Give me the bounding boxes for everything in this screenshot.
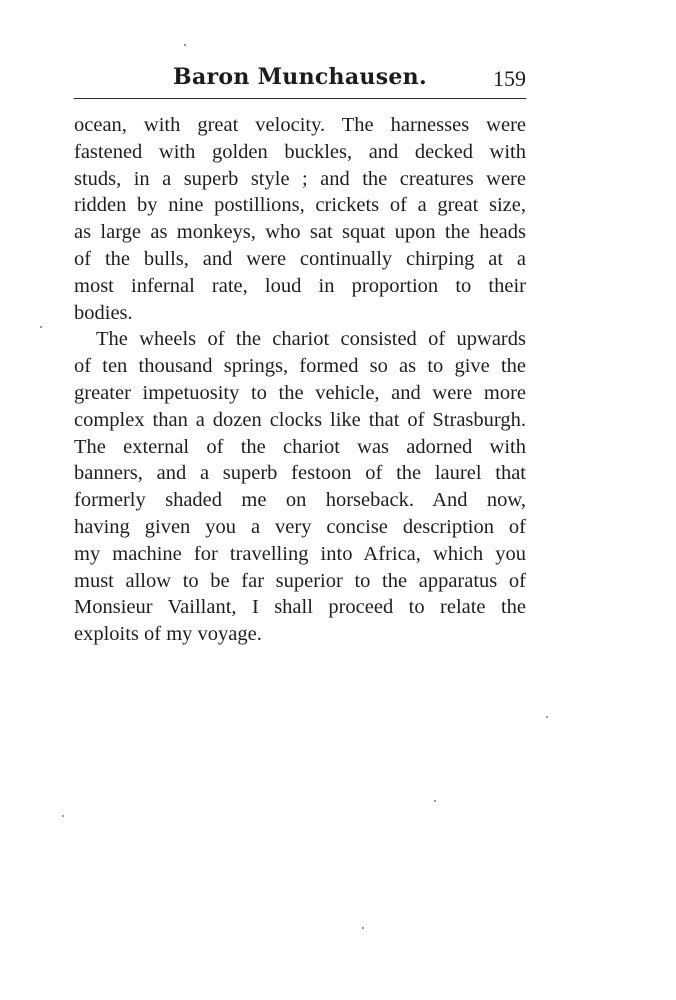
paper-speck: [62, 815, 64, 817]
text-line: bodies.: [74, 301, 133, 324]
text-line: complex than a dozen clocks like that of Strasburgh.: [74, 408, 526, 431]
paper-speck: [184, 44, 186, 46]
paper-speck: [40, 326, 42, 328]
text-line: ocean, with great velocity. The harnesses were: [74, 114, 526, 136]
paragraph-1: [74, 112, 526, 326]
text-line: as large as monkeys, who sat squat upon the heads: [74, 221, 526, 244]
text-line: studs, in a superb style ; and the creatures were: [74, 167, 526, 190]
text-line: of the bulls, and were continually chirping at a: [74, 247, 526, 270]
text-line: formerly shaded me on horseback. And now,: [74, 489, 526, 512]
text-line: Monsieur Vaillant, I shall proceed to relate the: [74, 596, 526, 619]
running-head: [74, 60, 526, 98]
text-line: of ten thousand springs, formed so as to give the: [74, 355, 526, 378]
text-line: most infernal rate, loud in proportion to their: [74, 274, 526, 297]
header-rule: [74, 98, 526, 99]
paragraph-2: [74, 326, 526, 648]
text-line: having given you a very concise description of: [74, 515, 526, 538]
text-line: must allow to be far superior to the apparatus of: [74, 569, 526, 592]
text-line: my machine for travelling into Africa, which you: [74, 542, 526, 565]
text-line: ridden by nine postillions, crickets of a great size,: [74, 194, 526, 217]
text-line: The wheels of the chariot consisted of upwards: [96, 328, 526, 351]
text-line: greater impetuosity to the vehicle, and were more: [74, 381, 526, 404]
text-line: banners, and a superb festoon of the laurel that: [74, 462, 526, 485]
body-text: [74, 112, 526, 648]
page-number: 159: [493, 66, 526, 91]
text-line: The external of the chariot was adorned with: [74, 435, 526, 458]
text-line: exploits of my voyage.: [74, 623, 262, 646]
text-line: fastened with golden buckles, and decked with: [74, 140, 526, 163]
paper-speck: [546, 716, 548, 718]
running-title: Baron Munchausen.: [173, 64, 427, 90]
paper-speck: [362, 927, 364, 929]
paper-speck: [434, 800, 436, 802]
